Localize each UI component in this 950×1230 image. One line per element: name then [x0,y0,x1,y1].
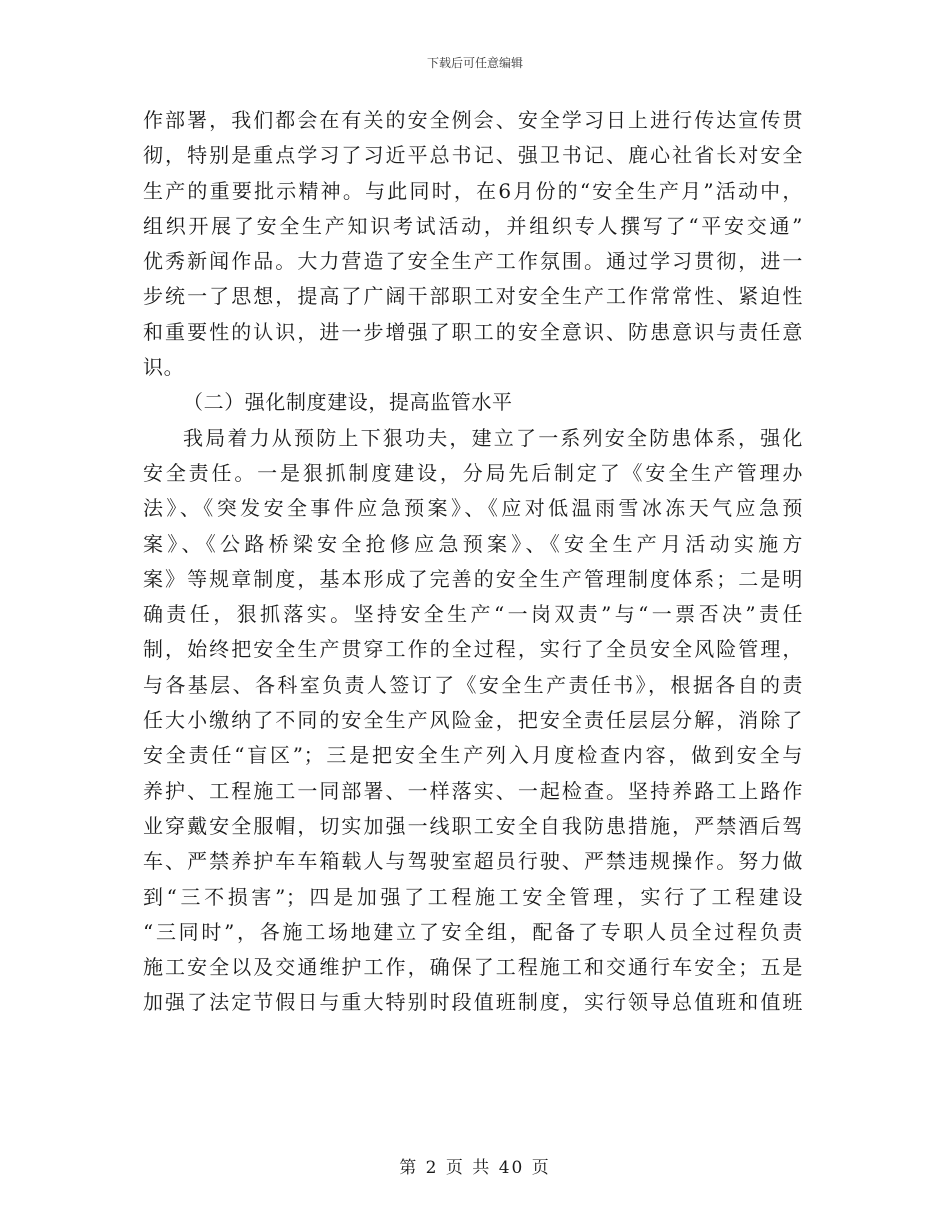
text-line: 法》、《突发安全事件应急预案》、《应对低温雨雪冰冻天气应急预 [143,496,803,521]
text-line: 优秀新闻作品。大力营造了安全生产工作氛围。通过学习贯彻，进一 [143,249,803,274]
text-line: 施工安全以及交通维护工作，确保了工程施工和交通行车安全；五是 [143,955,803,980]
text-line: 案》等规章制度，基本形成了完善的安全生产管理制度体系；二是明 [143,566,803,591]
text-line: “三同时”，各施工场地建立了安全组，配备了专职人员全过程负责 [143,919,803,944]
text-line: 生产的重要批示精神。与此同时，在6月份的“安全生产月”活动中， [143,178,803,203]
text-line: 安全责任“盲区”；三是把安全生产列入月度检查内容，做到安全与 [143,743,803,768]
text-line: 确责任，狠抓落实。坚持安全生产“一岗双责”与“一票否决”责任 [143,602,803,627]
paragraph-2 [143,421,803,1021]
text-line: 案》、《公路桥梁安全抢修应急预案》、《安全生产月活动实施方 [143,531,803,556]
text-line: 安全责任。一是狠抓制度建设，分局先后制定了《安全生产管理办 [143,460,803,485]
text-line: 彻，特别是重点学习了习近平总书记、强卫书记、鹿心社省长对安全 [143,143,803,168]
text-line: 组织开展了安全生产知识考试活动，并组织专人撰写了“平安交通” [143,213,803,238]
text-line: 车、严禁养护车车箱载人与驾驶室超员行驶、严禁违规操作。努力做 [143,849,803,874]
text-line: 加强了法定节假日与重大特别时段值班制度，实行领导总值班和值班 [143,990,803,1015]
page-header-note: 下载后可任意编辑 [426,56,523,70]
text-line: 和重要性的认识，进一步增强了职工的安全意识、防患意识与责任意 [143,319,803,344]
text-line: 任大小缴纳了不同的安全生产风险金，把安全责任层层分解，消除了 [143,708,803,733]
section-heading: （二）强化制度建设，提高监管水平 [183,390,513,415]
text-line: 作部署，我们都会在有关的安全例会、安全学习日上进行传达宣传贯 [143,108,803,132]
page-number: 第 2 页 共 40 页 [399,1158,551,1178]
text-line: 识。 [143,355,185,380]
document-body [143,103,803,1021]
text-line: 我局着力从预防上下狠功夫，建立了一系列安全防患体系，强化 [183,425,803,450]
text-line: 养护、工程施工一同部署、一样落实、一起检查。坚持养路工上路作 [143,778,803,803]
text-line: 制，始终把安全生产贯穿工作的全过程，实行了全员安全风险管理， [143,637,803,662]
text-line: 到“三不损害”；四是加强了工程施工安全管理，实行了工程建设 [143,884,803,909]
text-line: 业穿戴安全服帽，切实加强一线职工安全自我防患措施，严禁酒后驾 [143,813,803,838]
text-line: 步统一了思想，提高了广阔干部职工对安全生产工作常常性、紧迫性 [143,284,803,309]
paragraph-1 [143,103,803,385]
text-line: 与各基层、各科室负责人签订了《安全生产责任书》，根据各自的责 [143,672,803,697]
